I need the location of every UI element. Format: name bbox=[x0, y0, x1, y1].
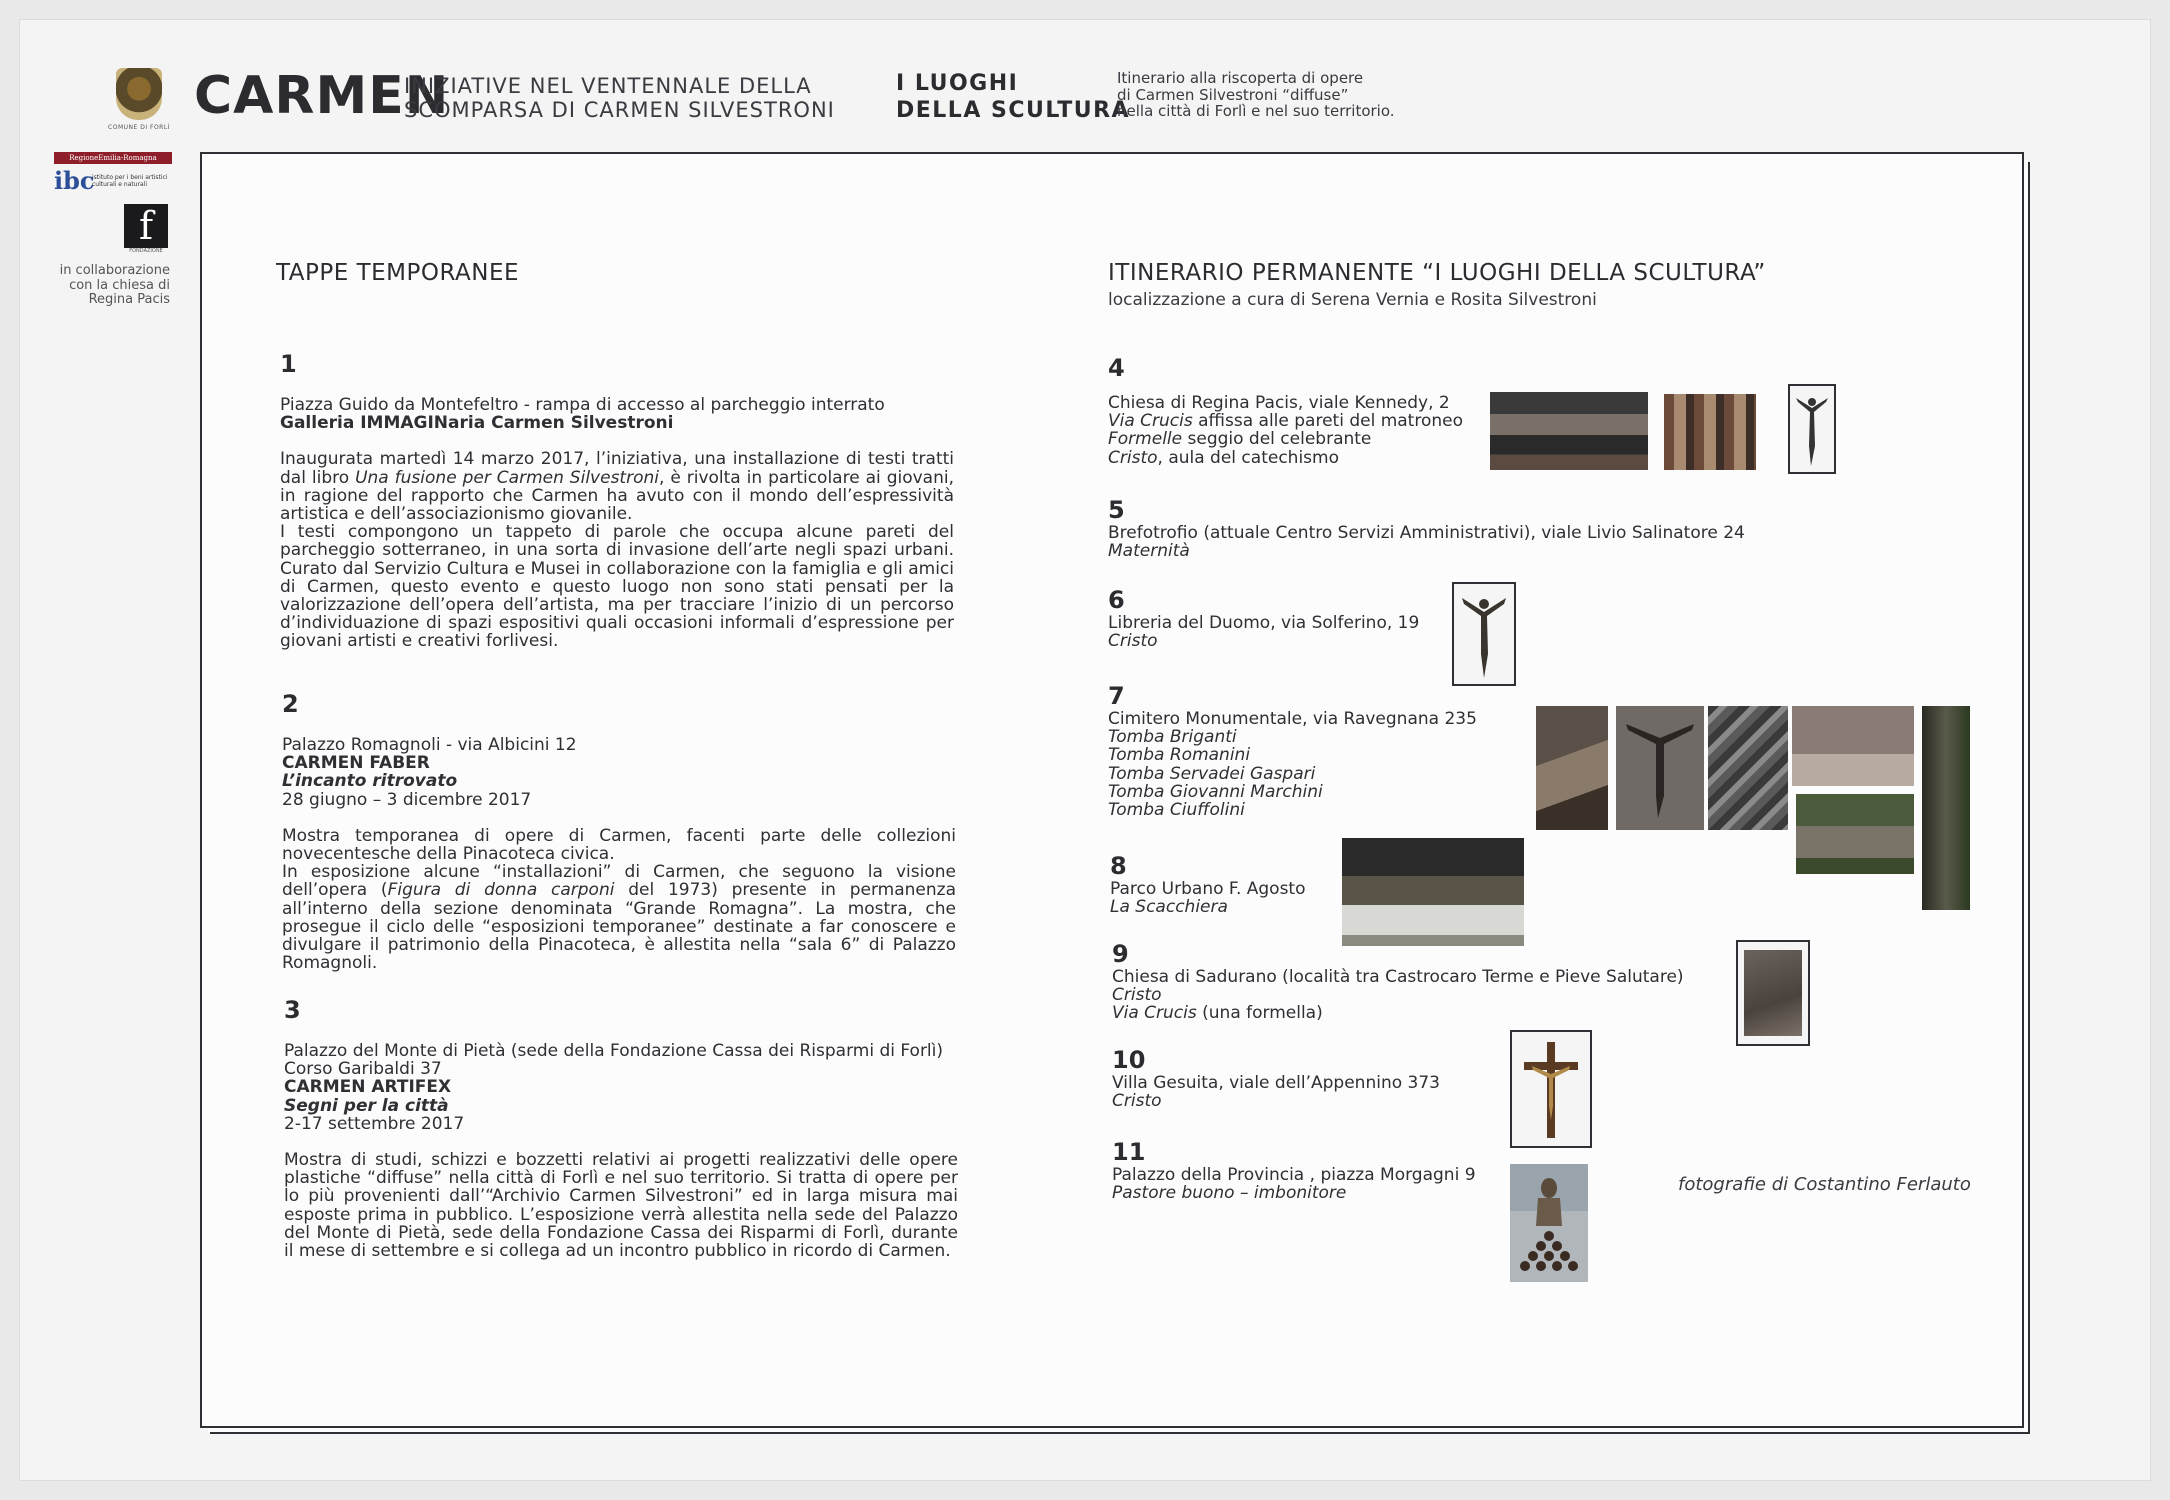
work-title: Cristo bbox=[1108, 631, 1158, 652]
photo-regina-pacis-formelle bbox=[1664, 394, 1756, 470]
tomb-item: Tomba Ciuffolini bbox=[1108, 800, 1245, 821]
tomb-item: Tomba Briganti bbox=[1108, 727, 1237, 748]
stop-number: 5 bbox=[1108, 496, 1125, 524]
tomb-item: Tomba Giovanni Marchini bbox=[1108, 781, 1323, 802]
stage-number: 3 bbox=[284, 996, 301, 1024]
text: del 1973) presente in permanenza all’interno della sezione denominata “Grande Romagna”. La mostra, che prosegue il ciclo delle “esposizioni temporanee” destinate a far conoscere e divulgare il patrimonio della Pinacoteca, è allestita nella “sala 6” di Palazzo Romagnoli. bbox=[282, 880, 956, 974]
itinerary-5 bbox=[1108, 496, 1808, 560]
fondazione-mark: f bbox=[124, 204, 168, 248]
stop-number: 6 bbox=[1108, 586, 1125, 614]
stage-place: Piazza Guido da Montefeltro - rampa di accesso al parcheggio interrato bbox=[280, 395, 885, 415]
right-column-subtitle: localizzazione a cura di Serena Vernia e Rosita Silvestroni bbox=[1108, 290, 1597, 310]
stage-name: CARMEN FABER bbox=[282, 753, 430, 774]
stop-work bbox=[1112, 1004, 1752, 1022]
text: seggio del celebrante bbox=[1182, 429, 1372, 450]
fondazione-logo bbox=[124, 204, 168, 254]
luoghi-title bbox=[896, 70, 1130, 124]
tomb-item: Tomba Servadei Gaspari bbox=[1108, 763, 1316, 784]
work-title: La Scacchiera bbox=[1110, 897, 1228, 918]
stage-paragraph bbox=[280, 450, 954, 523]
itinerary-11 bbox=[1112, 1138, 1492, 1202]
itinerary-9 bbox=[1112, 940, 1752, 1023]
photo-pastore-buono bbox=[1510, 1164, 1588, 1282]
brand-title: CARMEN bbox=[194, 66, 450, 126]
work-title: Formelle bbox=[1108, 429, 1183, 450]
photo-tomba-marchini-2 bbox=[1796, 794, 1914, 874]
photo-regina-pacis-interior bbox=[1490, 392, 1648, 470]
stage-dates: 28 giugno – 3 dicembre 2017 bbox=[282, 789, 532, 810]
coat-of-arms-icon bbox=[116, 68, 162, 120]
itinerary-7 bbox=[1108, 682, 1528, 819]
stop-place: Brefotrofio (attuale Centro Servizi Amministrativi), viale Livio Salinatore 24 bbox=[1108, 523, 1745, 543]
stop-place: Chiesa di Regina Pacis, viale Kennedy, 2 bbox=[1108, 393, 1450, 413]
text: affissa alle pareti del matroneo bbox=[1192, 411, 1463, 432]
stop-number: 11 bbox=[1112, 1138, 1146, 1166]
stage-1 bbox=[280, 350, 954, 651]
work-title: Figura di donna carponi bbox=[387, 880, 615, 901]
stop-work bbox=[1108, 449, 1528, 467]
cross-icon bbox=[1512, 1032, 1590, 1146]
stop-work bbox=[1108, 430, 1528, 448]
stage-2 bbox=[282, 690, 956, 972]
stage-place: Palazzo Romagnoli - via Albicini 12 bbox=[282, 735, 577, 755]
photo-la-scacchiera bbox=[1342, 838, 1524, 946]
stop-number: 7 bbox=[1108, 682, 1125, 710]
stage-paragraph: Mostra temporanea di opere di Carmen, facenti parte delle collezioni novecentesche della Pinacoteca civica. bbox=[282, 825, 956, 865]
stage-number: 2 bbox=[282, 690, 299, 718]
photo-tomba-romanini bbox=[1616, 706, 1704, 830]
work-title: Cristo bbox=[1112, 985, 1162, 1006]
collab-line-3: Regina Pacis bbox=[88, 292, 170, 307]
work-title: Maternità bbox=[1108, 541, 1190, 562]
text: (una formella) bbox=[1196, 1003, 1323, 1024]
stop-place: Chiesa di Sadurano (località tra Castrocaro Terme e Pieve Salutare) bbox=[1112, 967, 1684, 987]
stage-name: Galleria IMMAGINaria Carmen Silvestroni bbox=[280, 413, 674, 434]
stage-place: Palazzo del Monte di Pietà (sede della Fondazione Cassa dei Risparmi di Forlì) bbox=[284, 1041, 944, 1061]
text: In esposizione alcune “installazioni” di Carmen, che seguono la visione dell’opera ( bbox=[282, 862, 956, 901]
work-title: Pastore buono – imbonitore bbox=[1112, 1183, 1347, 1204]
text: , aula del catechismo bbox=[1157, 447, 1339, 468]
desc-line-3: nella città di Forlì e nel suo territorio. bbox=[1117, 102, 1395, 120]
photo-tomba-marchini bbox=[1792, 706, 1914, 786]
photo-tomba-servadei bbox=[1708, 706, 1788, 830]
photo-villa-gesuita-cristo bbox=[1510, 1030, 1592, 1148]
stop-number: 10 bbox=[1112, 1046, 1146, 1074]
stage-address: Corso Garibaldi 37 bbox=[284, 1059, 442, 1080]
initiative-line-2: SCOMPARSA DI CARMEN SILVESTRONI bbox=[404, 98, 835, 122]
stop-number: 4 bbox=[1108, 354, 1125, 382]
right-column-title: ITINERARIO PERMANENTE “I LUOGHI DELLA SCULTURA” bbox=[1108, 260, 1766, 286]
stage-paragraph bbox=[282, 863, 956, 972]
content-frame bbox=[200, 152, 2024, 1428]
photo-sadurano-formella bbox=[1736, 940, 1810, 1046]
stop-work bbox=[1108, 412, 1528, 430]
photo-regina-pacis-cristo bbox=[1788, 384, 1836, 474]
regione-logo bbox=[54, 152, 172, 196]
stop-place: Villa Gesuita, viale dell’Appennino 373 bbox=[1112, 1073, 1440, 1093]
initiative-text bbox=[404, 74, 835, 122]
fondazione-caption: FONDAZIONE bbox=[129, 248, 163, 254]
text: , è rivolta in particolare ai giovani, in ragione del rapporto che Carmen ha avuto con il mondo dell’espressività artistica e dell’associazionismo giovanile. bbox=[280, 467, 955, 525]
ibc-caption: istituto per i beni artistici culturali e naturali bbox=[92, 174, 168, 188]
text: Inaugurata martedì 14 marzo 2017, l’iniziativa, una installazione di testi tratti dal libro bbox=[280, 449, 954, 488]
collab-line-2: con la chiesa di bbox=[69, 277, 170, 293]
work-title: Via Crucis bbox=[1112, 1003, 1197, 1024]
comune-caption: COMUNE DI FORLÌ bbox=[108, 124, 170, 131]
stop-place: Libreria del Duomo, via Solferino, 19 bbox=[1108, 613, 1420, 633]
stage-3 bbox=[284, 996, 958, 1260]
luoghi-line-1: I LUOGHI bbox=[896, 71, 1019, 96]
initiative-line-1: INIZIATIVE NEL VENTENNALE DELLA bbox=[404, 74, 812, 98]
left-column-title: TAPPE TEMPORANEE bbox=[276, 260, 520, 286]
itinerary-10 bbox=[1112, 1046, 1472, 1110]
stage-paragraph: I testi compongono un tappeto di parole che occupa alcune pareti del parcheggio sotterraneo, in una sorta di invasione dell’arte negli spazi urbani. Curato dal Servizio Cultura e Musei in collaborazione con la famiglia e gli amici di Carmen, questo evento e questo luogo non sono stati pensati per la valorizzazione dell’opera dell’artista, ma per tracciare l’inizio di un percorso d’individuazione di spazi espositivi quali occasioni informali d’espressione per giovani artisti e creativi forlivesi. bbox=[280, 522, 954, 652]
photo-tomba-briganti bbox=[1536, 706, 1608, 830]
desc-line-1: Itinerario alla riscoperta di opere bbox=[1117, 69, 1364, 87]
tomb-item: Tomba Romanini bbox=[1108, 745, 1251, 766]
stop-number: 8 bbox=[1110, 852, 1127, 880]
sculpture-figure-icon bbox=[1510, 1164, 1588, 1282]
collab-line-1: in collaborazione bbox=[59, 263, 170, 278]
photo-credits: fotografie di Costantino Ferlauto bbox=[1678, 1174, 1971, 1195]
stage-name: CARMEN ARTIFEX bbox=[284, 1077, 452, 1098]
book-title: Una fusione per Carmen Silvestroni bbox=[355, 467, 659, 488]
stage-dates: 2-17 settembre 2017 bbox=[284, 1113, 465, 1134]
stop-place: Palazzo della Provincia , piazza Morgagni 9 bbox=[1112, 1165, 1476, 1185]
stop-place: Parco Urbano F. Agosto bbox=[1110, 879, 1306, 899]
work-title: Cristo bbox=[1112, 1091, 1162, 1112]
crucifix-figure-icon bbox=[1616, 706, 1704, 830]
desc-line-2: di Carmen Silvestroni “diffuse” bbox=[1117, 85, 1349, 104]
photo-tomba-ciuffolini bbox=[1922, 706, 1970, 910]
regione-label: RegioneEmilia-Romagna bbox=[54, 152, 172, 164]
stage-subtitle: Segni per la città bbox=[284, 1095, 449, 1116]
stage-subtitle: L’incanto ritrovato bbox=[282, 771, 458, 792]
itinerary-description bbox=[1117, 70, 1395, 120]
stop-number: 9 bbox=[1112, 940, 1129, 968]
crucifix-figure-icon bbox=[1790, 386, 1834, 472]
crucifix-figure-icon bbox=[1454, 584, 1514, 684]
stop-place: Cimitero Monumentale, via Ravegnana 235 bbox=[1108, 709, 1477, 729]
comune-logo bbox=[108, 68, 170, 134]
stage-paragraph: Mostra di studi, schizzi e bozzetti relativi ai progetti realizzativi delle opere plastiche “diffuse” nella città di Forlì e nel suo territorio. Si tratta di opere per lo più provenienti dall’“Archivio Carmen Silvestroni” ed in larga misura mai esposte prima in pubblico. L’esposizione verrà allestita nella sede del Palazzo del Monte di Pietà, sede della Fondazione Cassa dei Risparmi di Forlì, durante il mese di settembre e si collega ad un incontro pubblico in ricordo di Carmen. bbox=[284, 1150, 958, 1262]
luoghi-line-2: DELLA SCULTURA bbox=[896, 98, 1131, 123]
work-title: Via Crucis bbox=[1108, 411, 1193, 432]
collaboration-note bbox=[46, 264, 170, 308]
stage-number: 1 bbox=[280, 350, 297, 378]
poster bbox=[20, 20, 2150, 1480]
ibc-logo: ibc bbox=[54, 166, 95, 195]
photo-libreria-cristo bbox=[1452, 582, 1516, 686]
itinerary-4 bbox=[1108, 354, 1528, 467]
work-title: Cristo bbox=[1108, 447, 1158, 468]
